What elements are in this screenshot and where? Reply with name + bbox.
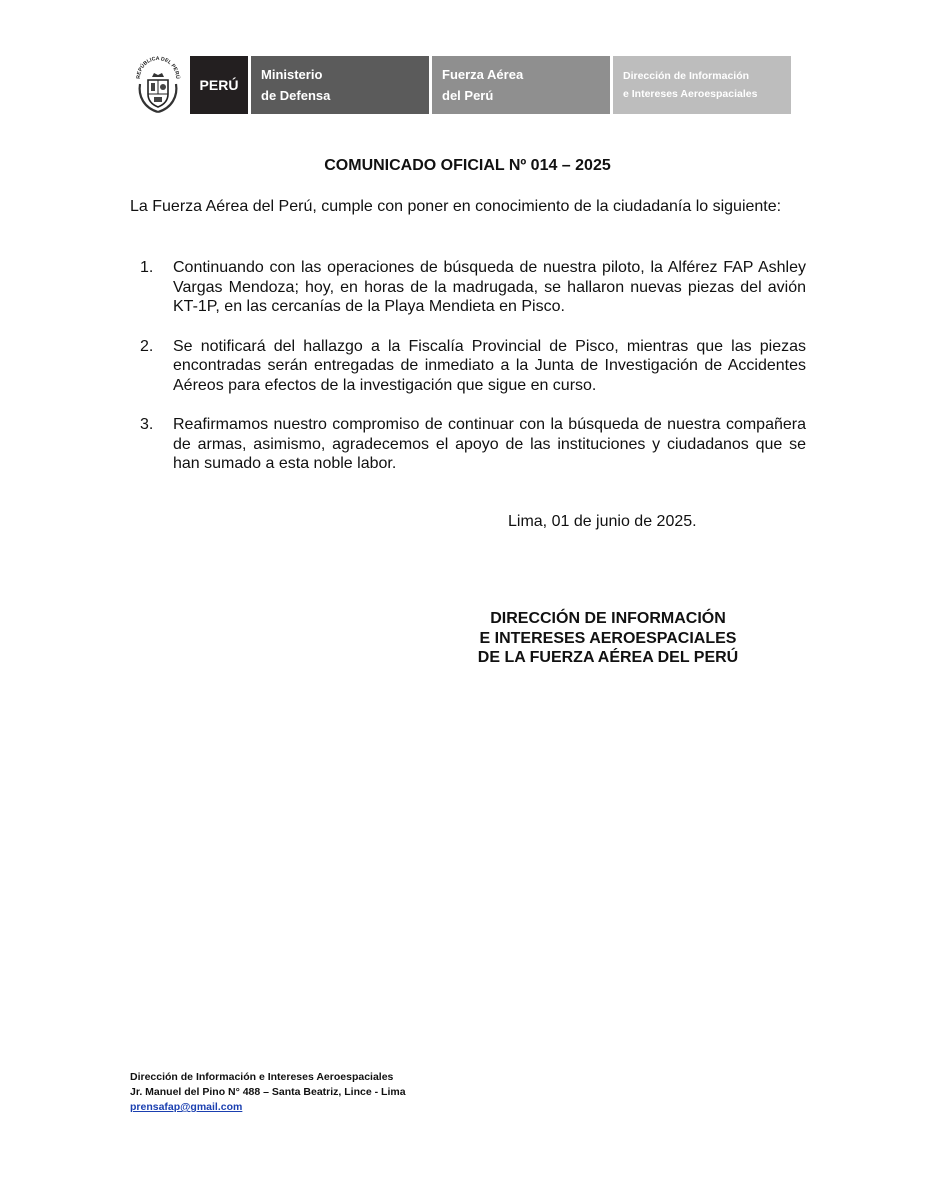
footer — [130, 1070, 406, 1115]
fap-line1: Fuerza Aérea — [442, 67, 524, 82]
footer-address: Jr. Manuel del Pino N° 488 – Santa Beatriz, Lince - Lima — [130, 1086, 406, 1098]
list-item-number: 1. — [140, 259, 154, 276]
list-item-number: 3. — [140, 416, 154, 433]
list-item — [130, 258, 806, 317]
letterhead — [128, 54, 794, 116]
fap-block — [432, 56, 610, 114]
direction-block — [613, 56, 791, 114]
coat-of-arms-icon — [128, 54, 188, 116]
list-item — [130, 337, 806, 396]
peru-label-block — [190, 56, 248, 114]
intro-paragraph: La Fuerza Aérea del Perú, cumple con poner en conocimiento de la ciudadanía lo siguiente: — [130, 198, 782, 215]
list-item-text: Reafirmamos nuestro compromiso de continuar con la búsqueda de nuestra compañera de armas, asimismo, agradecemos el apoyo de las instituciones y ciudadanos que se han sumado a esta noble labor. — [173, 416, 806, 472]
numbered-list — [130, 258, 806, 494]
list-item-number: 2. — [140, 337, 154, 355]
ministry-line2: de Defensa — [261, 88, 331, 103]
signature-line1: DIRECCIÓN DE INFORMACIÓN — [490, 610, 726, 627]
signature-line3: DE LA FUERZA AÉREA DEL PERÚ — [477, 649, 739, 666]
signature-block — [460, 609, 756, 668]
coat-of-arms-label: REPÚBLICA DEL PERÚ — [135, 55, 181, 79]
ministry-line1: Ministerio — [261, 67, 323, 82]
ministry-block — [251, 56, 429, 114]
peru-label: PERÚ — [199, 77, 239, 93]
list-item-text: Se notificará del hallazgo a la Fiscalía Provincial de Pisco, mientras que las piezas encontradas serán entregadas de inmediato a la Junta de Investigación de Accidentes Aéreos para efectos de la investigación que sigue en curso. — [173, 337, 806, 394]
list-item-text: Continuando con las operaciones de búsqueda de nuestra piloto, la Alférez FAP Ashley Vargas Mendoza; hoy, en horas de la madrugada, se hallaron nuevas piezas del avión KT-1P, en las cercanías de la Playa Mendieta en Pisco. — [173, 259, 806, 315]
date-line: Lima, 01 de junio de 2025. — [508, 513, 697, 530]
document-title: COMUNICADO OFICIAL Nº 014 – 2025 — [324, 157, 611, 174]
footer-line1: Dirección de Información e Intereses Aeroespaciales — [130, 1071, 394, 1083]
fap-line2: del Perú — [442, 88, 494, 103]
list-item — [130, 415, 806, 474]
footer-email-link[interactable]: prensafap@gmail.com — [130, 1101, 243, 1113]
direction-line2: e Intereses Aeroespaciales — [623, 88, 758, 100]
signature-line2: E INTERESES AEROESPACIALES — [479, 629, 737, 647]
direction-line1: Dirección de Información — [623, 70, 750, 82]
